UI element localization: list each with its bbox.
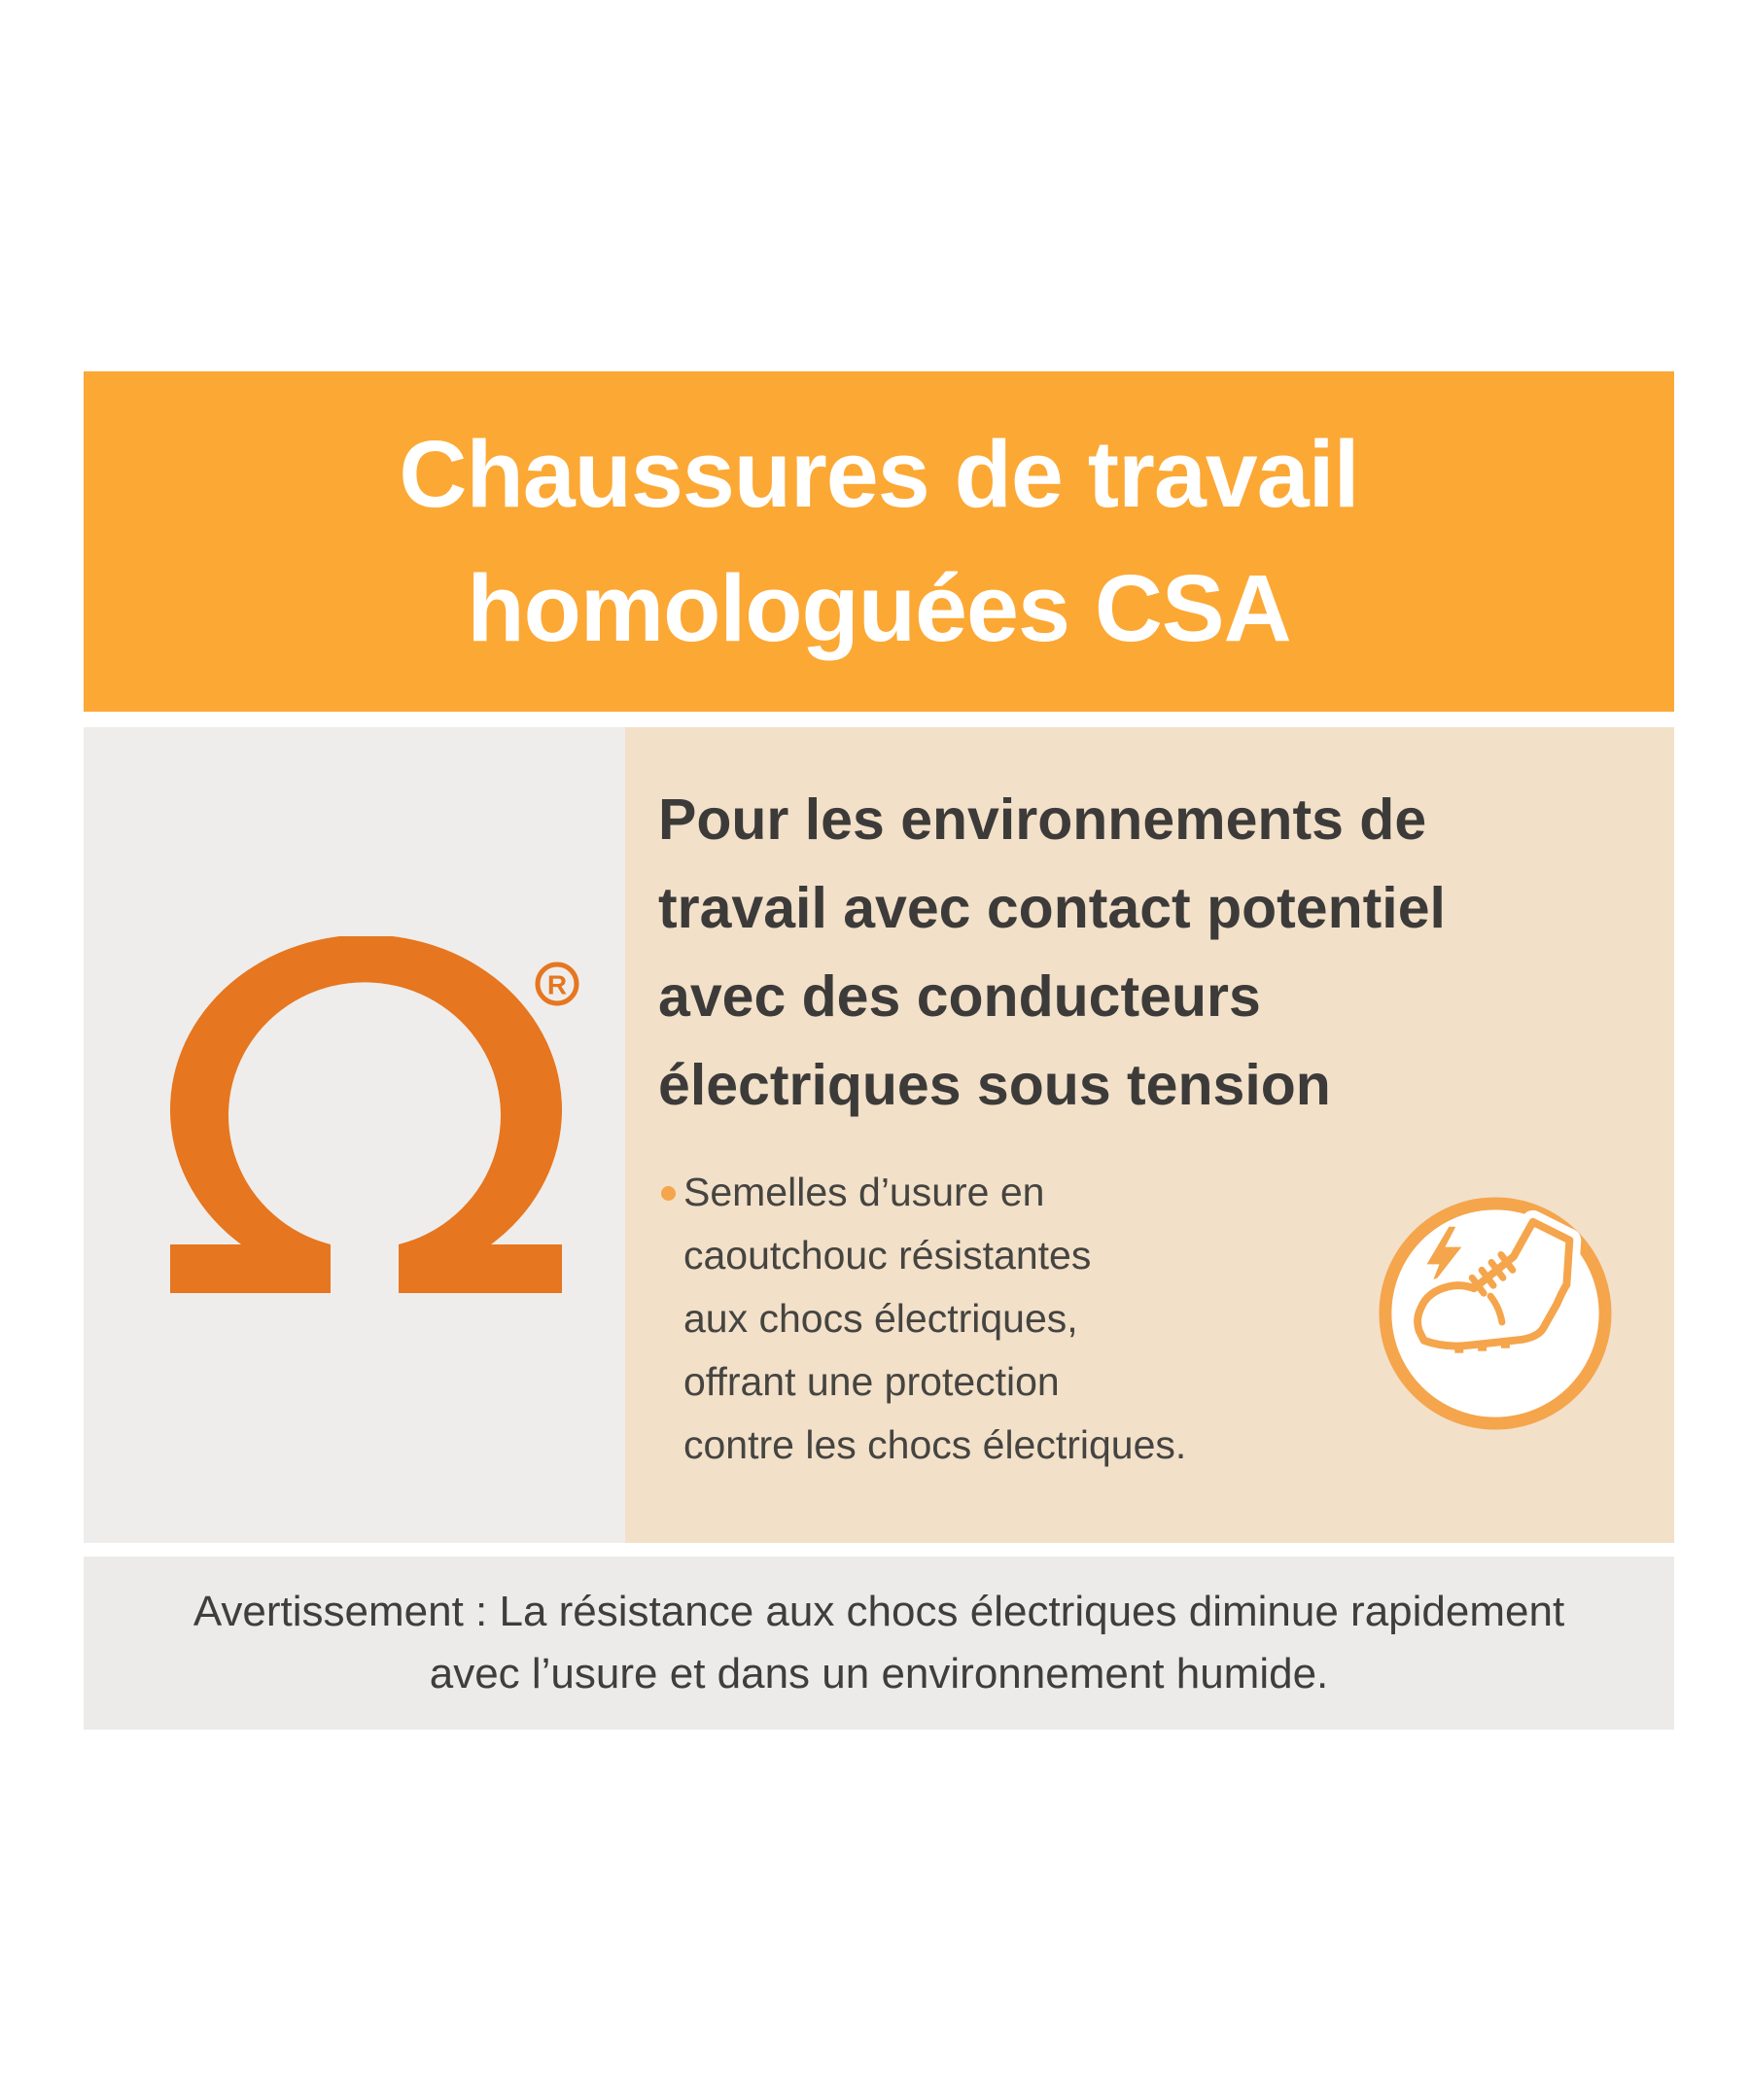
omega-icon [170,936,583,1296]
bullet-text-line: offrant une protection [683,1359,1060,1404]
page-title-line-2: homologuées CSA [467,555,1291,661]
feature-heading-line: travail avec contact potentiel [658,876,1446,940]
bullet-icon [661,1186,676,1201]
feature-bullet-text [683,1161,1186,1477]
feature-panel [625,727,1674,1543]
feature-heading-line: électriques sous tension [658,1053,1331,1117]
svg-text:R: R [546,969,568,1000]
boot-lightning-icon [1378,1196,1613,1431]
feature-bullet-item [661,1161,1186,1477]
warning-text-line-1: Avertissement : La résistance aux chocs électriques diminue rapidement [192,1588,1565,1635]
bullet-text-line: contre les chocs électriques. [683,1422,1187,1467]
registered-trademark-icon [538,964,577,1003]
electric-shock-boot-icon [1378,1196,1613,1431]
title-banner [84,371,1674,712]
bullet-text-line: Semelles d’usure en [683,1170,1045,1214]
feature-heading [658,776,1446,1130]
feature-heading-line: Pour les environnements de [658,788,1427,852]
warning-bar [84,1557,1674,1730]
omega-logo [170,936,583,1296]
warning-text-line-2: avec l’usure et dans un environnement humide. [429,1650,1329,1698]
bullet-text-line: caoutchouc résistantes [683,1233,1092,1278]
feature-heading-line: avec des conducteurs [658,964,1261,1029]
omega-logo-panel [84,727,625,1543]
bullet-text-line: aux chocs électriques, [683,1296,1078,1341]
page-title-line-1: Chaussures de travail [399,421,1359,527]
